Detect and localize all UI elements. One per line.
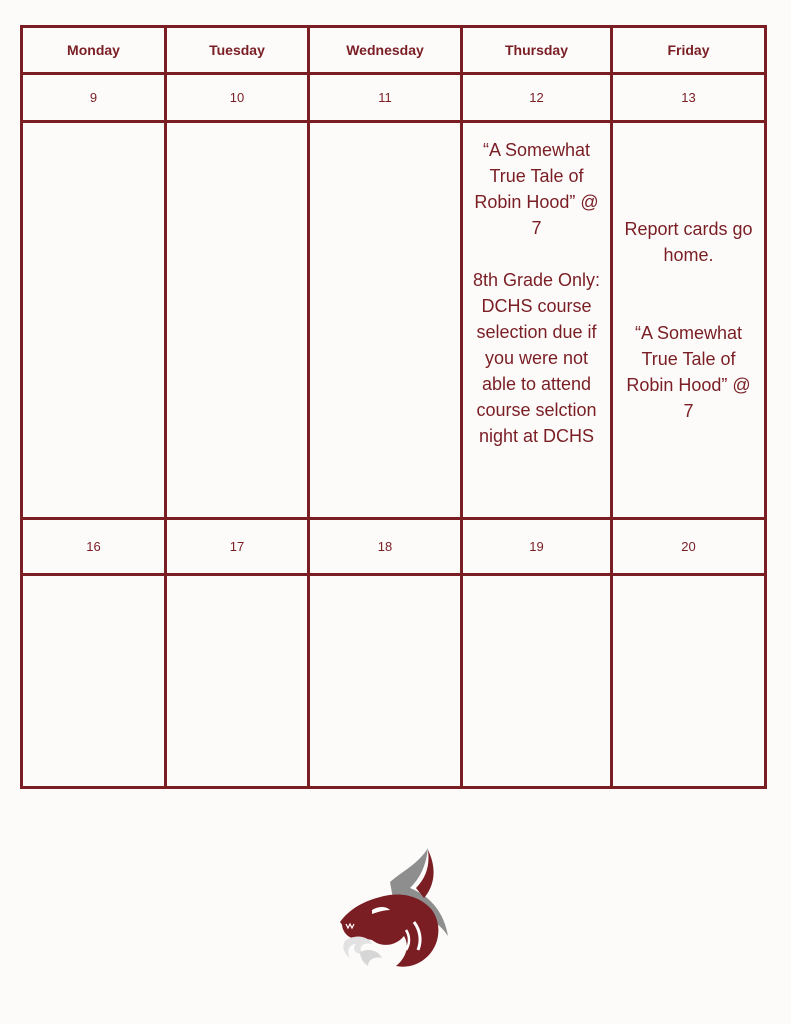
event-text: “A Somewhat True Tale of Robin Hood” @ 7	[474, 140, 599, 238]
events-cell-thursday	[462, 575, 612, 788]
date-cell: 18	[309, 519, 462, 575]
event-text: “A Somewhat True Tale of Robin Hood” @ 7	[626, 323, 751, 421]
calendar-table	[20, 25, 767, 789]
date-cell: 13	[612, 74, 766, 122]
events-cell-wednesday	[309, 575, 462, 788]
date-cell: 10	[166, 74, 309, 122]
events-cell-monday	[22, 575, 166, 788]
date-cell: 12	[462, 74, 612, 122]
date-cell: 17	[166, 519, 309, 575]
events-cell-wednesday	[309, 122, 462, 519]
date-cell: 19	[462, 519, 612, 575]
event-text: Report cards go home.	[624, 219, 753, 265]
week1-events-row	[22, 122, 766, 519]
events-cell-thursday	[462, 122, 612, 519]
weekday-tuesday: Tuesday	[166, 27, 309, 74]
events-cell-friday	[612, 122, 766, 519]
events-cell-monday	[22, 122, 166, 519]
dragon-mascot-icon	[332, 840, 456, 970]
weekday-thursday: Thursday	[462, 27, 612, 74]
week1-date-row	[22, 74, 766, 122]
date-cell: 20	[612, 519, 766, 575]
week2-date-row	[22, 519, 766, 575]
events-cell-friday	[612, 575, 766, 788]
events-cell-tuesday	[166, 575, 309, 788]
date-cell: 16	[22, 519, 166, 575]
date-cell: 9	[22, 74, 166, 122]
weekday-friday: Friday	[612, 27, 766, 74]
events-cell-tuesday	[166, 122, 309, 519]
weekday-header-row	[22, 27, 766, 74]
event-text: 8th Grade Only: DCHS course selection due if you were not able to attend course selction night at DCHS	[472, 270, 601, 446]
weekday-monday: Monday	[22, 27, 166, 74]
date-cell: 11	[309, 74, 462, 122]
week2-events-row	[22, 575, 766, 788]
weekday-wednesday: Wednesday	[309, 27, 462, 74]
